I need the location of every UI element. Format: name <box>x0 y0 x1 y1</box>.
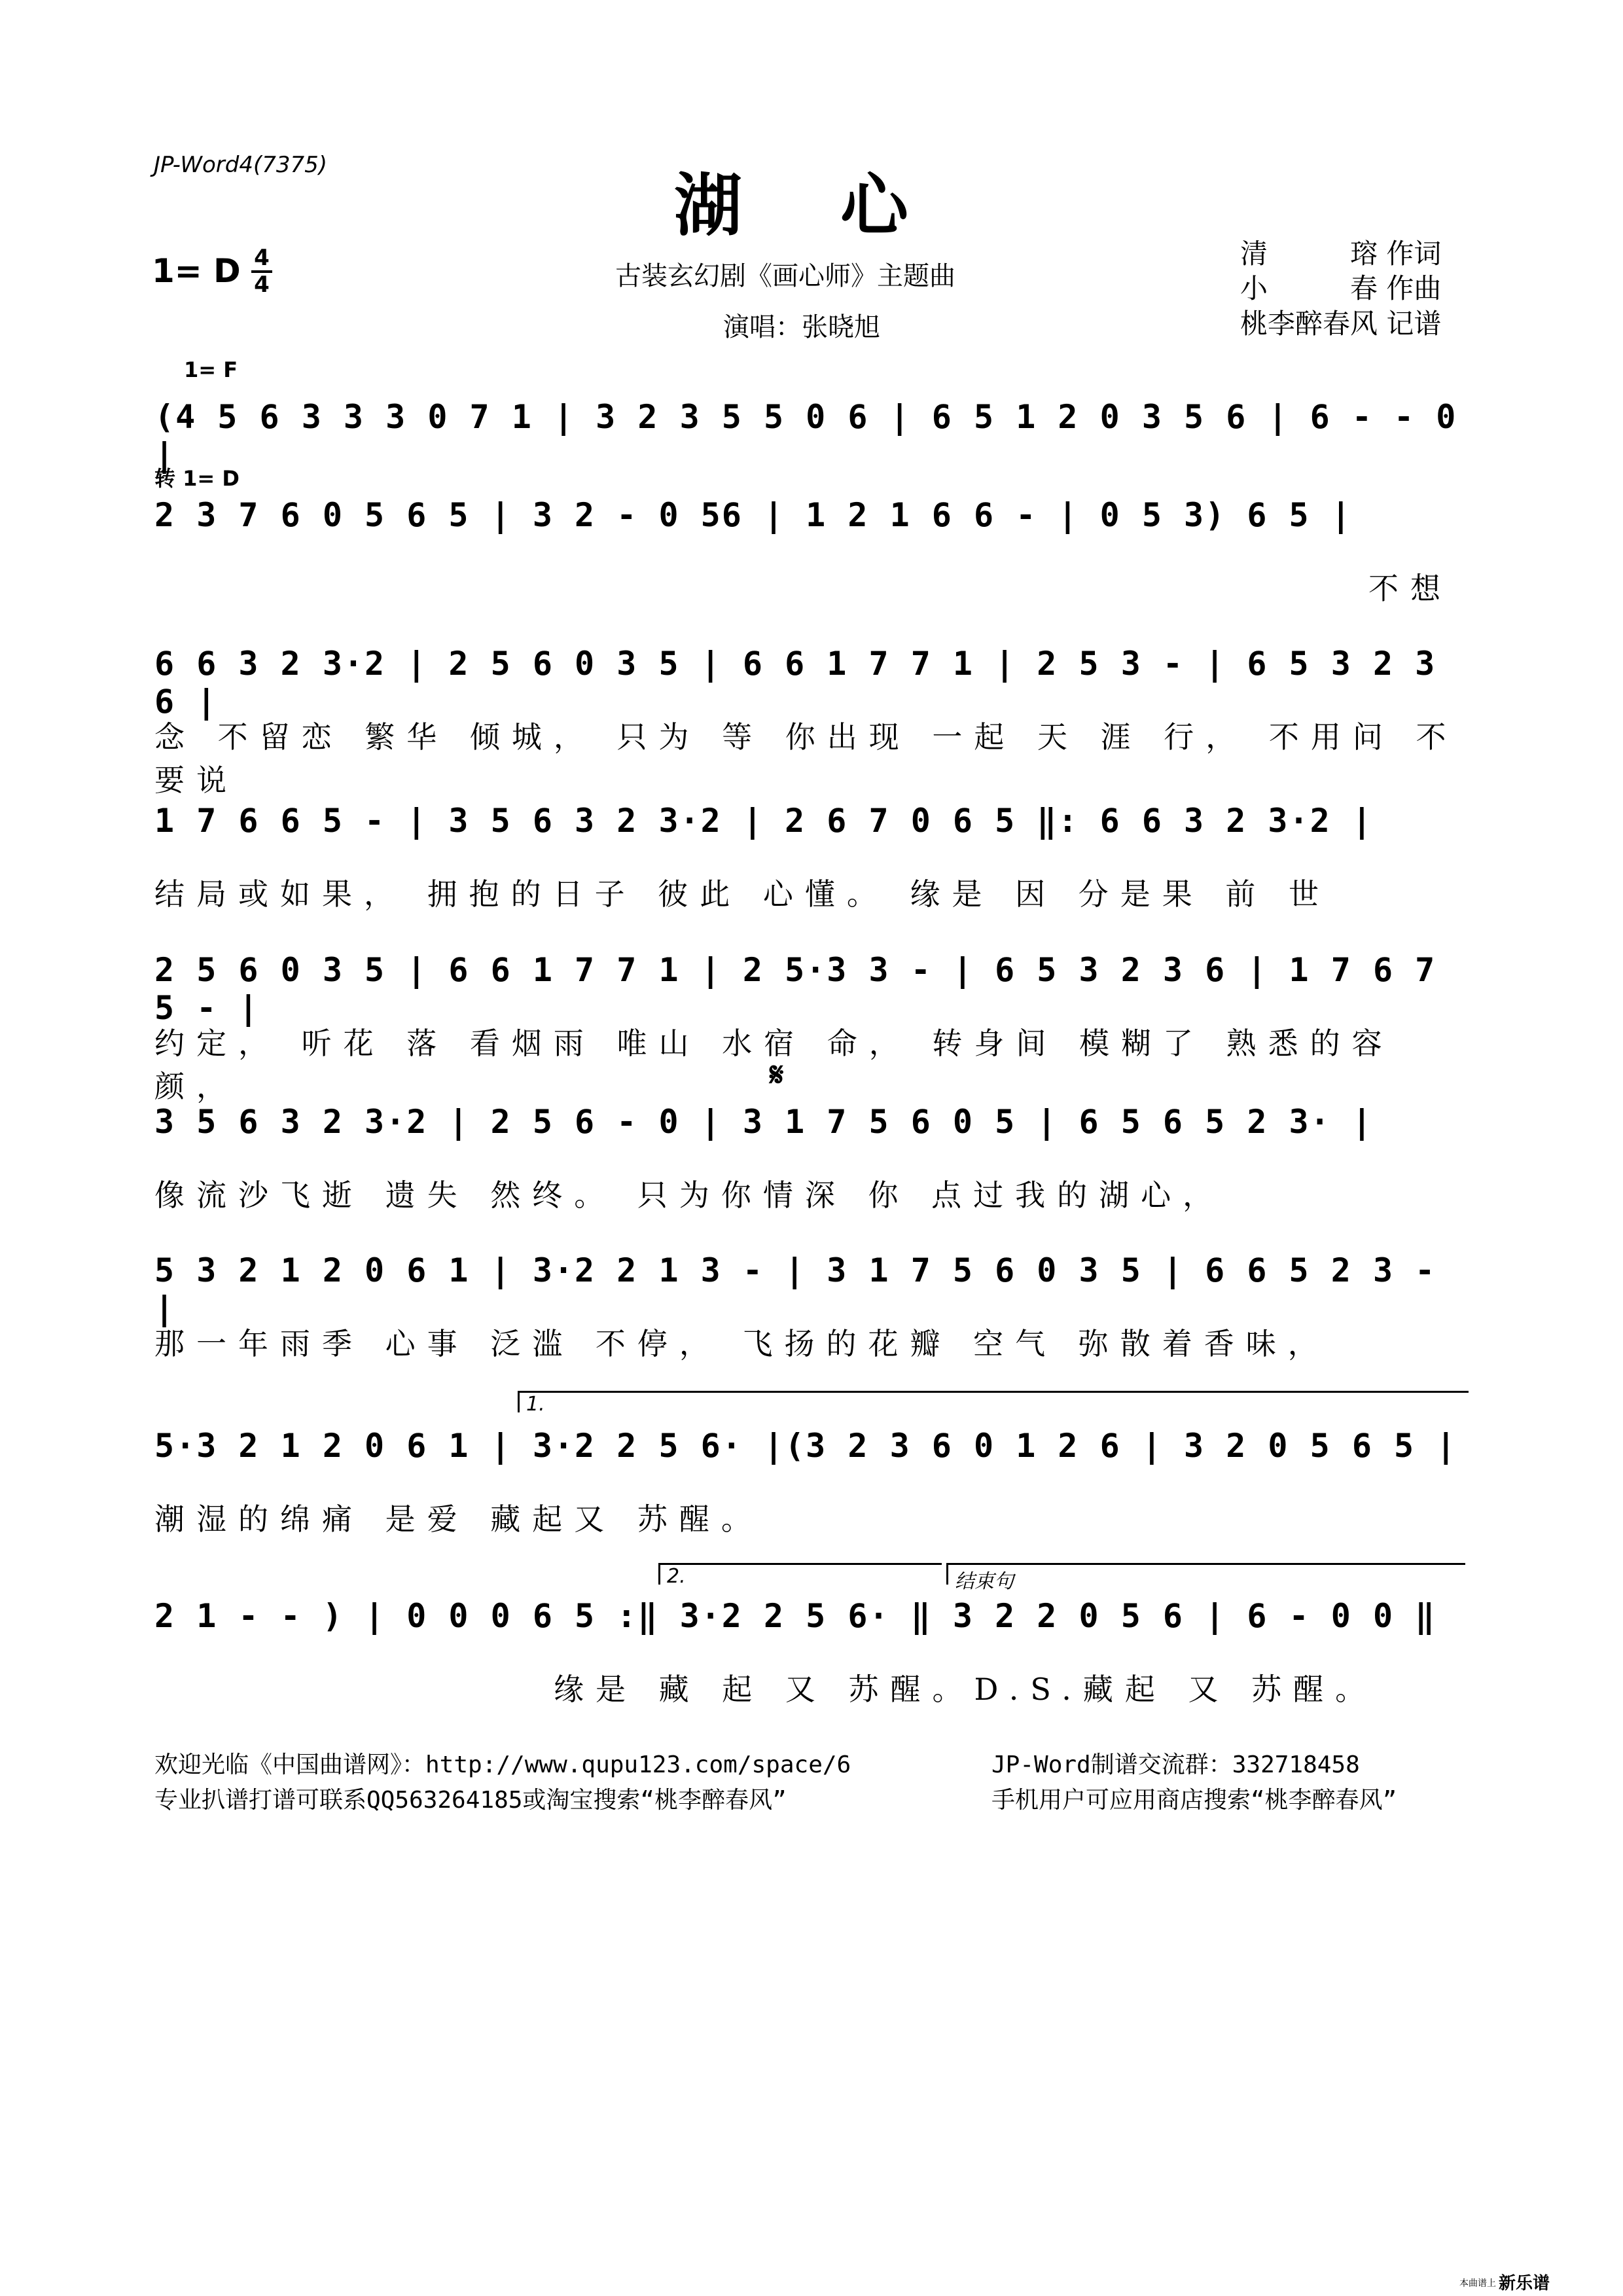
notes: (4 5 6 3 3 3 0 7 1 | 3 2 3 5 5 0 6 | 6 5 1 2 0 3 5 6 | 6 - - 0 | <box>154 398 1457 474</box>
score-line-7 <box>154 1251 1471 1382</box>
lyrics: 像流沙飞逝 遗失 然终。 只为你情深 你 点过我的湖心， <box>154 1177 1225 1213</box>
time-numerator: 4 <box>254 245 270 271</box>
score-line-5 <box>154 951 1471 1104</box>
notes: 5 3 2 1 2 0 6 1 | 3·2 2 1 3 - | 3 1 7 5 6 0 3 5 | 6 6 5 2 3 - | <box>154 1251 1436 1327</box>
score-line-2 <box>154 466 1471 627</box>
lyrics: 念 不留恋 繁华 倾城， 只为 等 你出现 一起 天 涯 行， 不用问 不要说 <box>154 719 1458 798</box>
score-line-3 <box>154 645 1471 798</box>
footer-contact: 专业扒谱打谱可联系QQ563264185或淘宝搜索“桃李醉春风” <box>154 1787 787 1814</box>
credit-transcriber <box>1240 302 1441 342</box>
notes: 5·3 2 1 2 0 6 1 | 3·2 2 5 6· |(3 2 3 6 0 1 2 6 | 3 2 0 5 6 5 | <box>154 1427 1457 1465</box>
software-version: JP-Word4(7375) <box>154 152 328 178</box>
key-signature: 1= D <box>152 252 241 290</box>
score-line-8 <box>154 1393 1471 1558</box>
credit-role: 作曲 <box>1386 272 1442 304</box>
notes: 1 7 6 6 5 - | 3 5 6 3 2 3·2 | 2 6 7 0 6 5 ‖: 6 6 3 2 3·2 | <box>154 802 1373 840</box>
notes: 6 6 3 2 3·2 | 2 5 6 0 3 5 | 6 6 1 7 7 1 | 2 5 3 - | 6 5 3 2 3 6 | <box>154 645 1436 721</box>
credit-name: 清瑢 <box>1240 238 1378 270</box>
score-line-9 <box>154 1565 1471 1728</box>
first-ending-bracket: 1. <box>518 1391 1469 1412</box>
notes: 2 1 - - ) | 0 0 0 6 5 :‖ 3·2 2 5 6· ‖ 3 2 2 0 5 6 | 6 - 0 0 ‖ <box>154 1597 1436 1635</box>
segno-symbol: 𝄋 <box>770 1056 784 1094</box>
score-line-1 <box>154 357 1471 509</box>
footer-website: 欢迎光临《中国曲谱网》：http://www.qupu123.com/space/6 <box>154 1751 851 1778</box>
key-change-marker: 转 1= D <box>154 466 240 491</box>
credit-role: 作词 <box>1386 238 1442 270</box>
time-denominator: 4 <box>254 272 270 298</box>
watermark-logo: 新乐谱 <box>1499 2274 1550 2293</box>
lyrics: 约定， 听花 落 看烟雨 唯山 水宿 命， 转身间 模糊了 熟悉的容颜， <box>154 1026 1394 1104</box>
coda-bracket: 结束句 <box>946 1563 1465 1585</box>
lyrics: 结局或如果， 拥抱的日子 彼此 心懂。 缘是 因 分是果 前 世 <box>154 876 1330 912</box>
credit-role: 记谱 <box>1386 308 1442 340</box>
lyrics: 不想 <box>1368 571 1452 606</box>
notes: 2 3 7 6 0 5 6 5 | 3 2 - 0 56 | 1 2 1 6 6 - | 0 5 3) 6 5 | <box>154 496 1352 534</box>
credit-composer <box>1240 267 1441 306</box>
subtitle: 古装玄幻剧《画心师》主题曲 <box>615 261 955 291</box>
lyrics: 缘是 藏 起 又 苏醒。D.S.藏起 又 苏醒。 <box>554 1672 1378 1707</box>
credit-name: 小春 <box>1240 272 1378 304</box>
singer: 演唱：张晓旭 <box>723 312 880 342</box>
watermark-small-text: 本曲谱上 <box>1459 2278 1496 2289</box>
footer-app-search: 手机用户可应用商店搜索“桃李醉春风” <box>991 1787 1397 1814</box>
time-signature <box>251 247 272 296</box>
key-change-marker: 1= F <box>184 357 238 382</box>
lyrics: 潮湿的绵痛 是爱 藏起又 苏醒。 <box>154 1501 763 1537</box>
footer-group: JP-Word制谱交流群：332718458 <box>991 1751 1360 1778</box>
credit-lyricist <box>1240 232 1441 272</box>
notes: 3 5 6 3 2 3·2 | 2 5 6 - 0 | 3 1 7 5 6 0 5 | 6 5 6 5 2 3· | <box>154 1103 1373 1141</box>
credit-name: 桃李醉春风 <box>1240 308 1378 340</box>
page-title: 湖心 <box>674 165 1007 245</box>
score-line-4 <box>154 802 1471 933</box>
second-ending-bracket: 2. <box>658 1563 942 1585</box>
lyrics: 那一年雨季 心事 泛滥 不停， 飞扬的花瓣 空气 弥散着香味， <box>154 1326 1330 1361</box>
notes: 2 5 6 0 3 5 | 6 6 1 7 7 1 | 2 5·3 3 - | 6 5 3 2 3 6 | 1 7 6 7 5 - | <box>154 951 1436 1027</box>
